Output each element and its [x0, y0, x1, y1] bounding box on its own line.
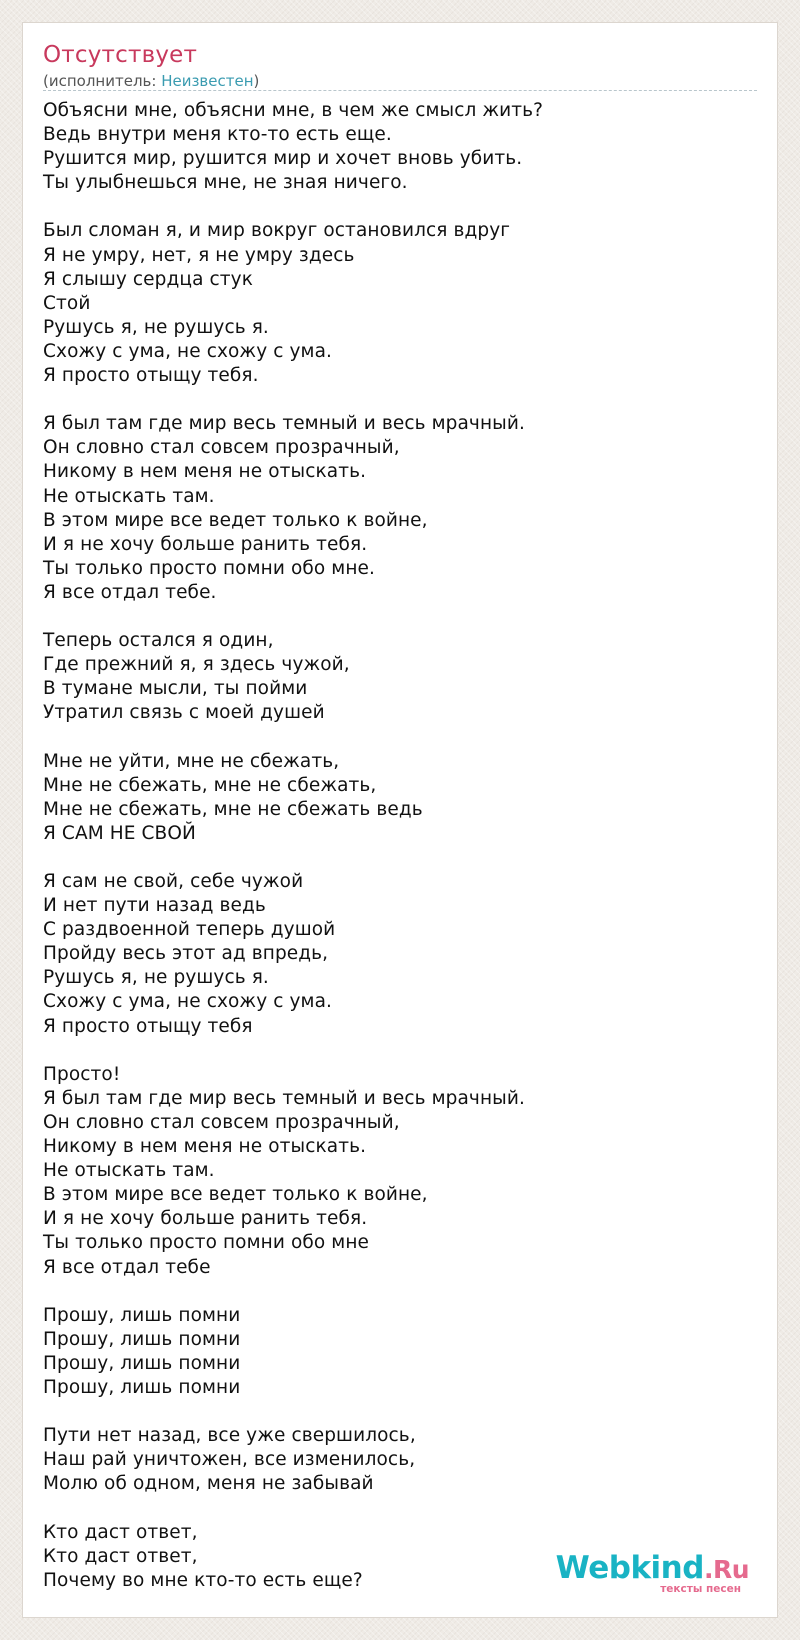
lyrics-card: [22, 22, 778, 1618]
lyrics-stanza: [43, 750, 759, 846]
lyrics-line: Он словно стал совсем прозрачный,: [43, 1111, 400, 1133]
lyrics-line: В этом мире все ведет только к войне,: [43, 1184, 428, 1206]
header-divider: [43, 90, 757, 91]
lyrics-line: Утратил связь с моей душей: [43, 702, 325, 724]
lyrics-stanza: [43, 219, 759, 388]
lyrics-line: Пройду весь этот ад впредь,: [43, 943, 329, 965]
lyrics-line: Никому в нем меня не отыскать.: [43, 461, 367, 483]
lyrics-line: Прошу, лишь помни: [43, 1304, 241, 1326]
logo-tld: .Ru: [703, 1555, 749, 1584]
lyrics-line: И я не хочу больше ранить тебя.: [43, 533, 368, 555]
lyrics-line: Мне не сбежать, мне не сбежать,: [43, 774, 377, 796]
lyrics-line: Ведь внутри меня кто-то есть еще.: [43, 124, 392, 146]
lyrics-stanza: [43, 99, 759, 195]
lyrics-line: Я не умру, нет, я не умру здесь: [43, 244, 355, 266]
lyrics-stanza: [43, 1304, 759, 1400]
lyrics-line: Он словно стал совсем прозрачный,: [43, 437, 400, 459]
lyrics-line: Схожу с ума, не схожу с ума.: [43, 991, 332, 1013]
lyrics-stanza: [43, 629, 759, 725]
lyrics-line: Кто даст ответ,: [43, 1521, 198, 1543]
lyrics-line: Где прежний я, я здесь чужой,: [43, 654, 350, 676]
lyrics-line: Ты только просто помни обо мне.: [43, 557, 375, 579]
lyrics-line: Прошу, лишь помни: [43, 1328, 241, 1350]
logo-tagline: тексты песен: [660, 1583, 741, 1595]
lyrics-line: И нет пути назад ведь: [43, 895, 266, 917]
lyrics-line: В тумане мысли, ты пойми: [43, 678, 308, 700]
lyrics-stanza: [43, 1424, 759, 1496]
song-title: Отсутствует: [43, 42, 198, 68]
lyrics-line: Я все отдал тебе.: [43, 581, 217, 603]
lyrics-line: В этом мире все ведет только к войне,: [43, 509, 428, 531]
lyrics-line: Не отыскать там.: [43, 485, 215, 507]
lyrics-line: Прошу, лишь помни: [43, 1352, 241, 1374]
artist-prefix: (исполнитель:: [43, 72, 162, 90]
lyrics-line: Стой: [43, 292, 91, 314]
artist-line: [43, 71, 259, 91]
lyrics-line: Прошу, лишь помни: [43, 1376, 241, 1398]
logo-brand: Webkind: [555, 1550, 704, 1586]
lyrics-body: [43, 99, 759, 1617]
lyrics-line: Наш рай уничтожен, все изменилось,: [43, 1449, 416, 1471]
lyrics-line: Я был там где мир весь темный и весь мрачный.: [43, 1087, 525, 1109]
lyrics-line: Рушусь я, не рушусь я.: [43, 316, 269, 338]
lyrics-line: Почему во мне кто-то есть еще?: [43, 1569, 363, 1591]
lyrics-line: Молю об одном, меня не забывай: [43, 1473, 374, 1495]
lyrics-line: Я все отдал тебе: [43, 1256, 211, 1278]
lyrics-line: Мне не сбежать, мне не сбежать ведь: [43, 798, 423, 820]
lyrics-line: Я был там где мир весь темный и весь мрачный.: [43, 413, 525, 435]
lyrics-stanza: [43, 1063, 759, 1280]
lyrics-line: Пути нет назад, все уже свершилось,: [43, 1425, 416, 1447]
lyrics-stanza: [43, 412, 759, 605]
lyrics-line: Никому в нем меня не отыскать.: [43, 1136, 367, 1158]
lyrics-line: Схожу с ума, не схожу с ума.: [43, 340, 332, 362]
logo-wordmark: [556, 1552, 749, 1586]
lyrics-line: Я просто отыщу тебя.: [43, 365, 259, 387]
lyrics-line: И я не хочу больше ранить тебя.: [43, 1208, 368, 1230]
artist-link[interactable]: Неизвестен: [161, 72, 254, 90]
lyrics-line: Теперь остался я один,: [43, 630, 274, 652]
lyrics-line: Кто даст ответ,: [43, 1545, 198, 1567]
site-logo[interactable]: [556, 1552, 749, 1595]
lyrics-line: Я САМ НЕ СВОЙ: [43, 822, 196, 844]
lyrics-stanza: [43, 870, 759, 1039]
lyrics-line: Просто!: [43, 1063, 121, 1085]
lyrics-line: Объясни мне, объясни мне, в чем же смысл жить?: [43, 100, 544, 121]
lyrics-line: Не отыскать там.: [43, 1160, 215, 1182]
lyrics-line: Был сломан я, и мир вокруг остановился вдруг: [43, 220, 511, 242]
lyrics-line: Я слышу сердца стук: [43, 268, 253, 290]
lyrics-line: Рушусь я, не рушусь я.: [43, 967, 269, 989]
lyrics-line: Рушится мир, рушится мир и хочет вновь убить.: [43, 148, 523, 170]
lyrics-line: Я просто отыщу тебя: [43, 1015, 253, 1037]
lyrics-line: Мне не уйти, мне не сбежать,: [43, 750, 340, 772]
artist-suffix: ): [253, 72, 260, 90]
lyrics-line: Ты только просто помни обо мне: [43, 1232, 370, 1254]
lyrics-line: Я сам не свой, себе чужой: [43, 871, 304, 892]
lyrics-line: Ты улыбнешься мне, не зная ничего.: [43, 172, 408, 194]
lyrics-line: С раздвоенной теперь душой: [43, 919, 336, 941]
